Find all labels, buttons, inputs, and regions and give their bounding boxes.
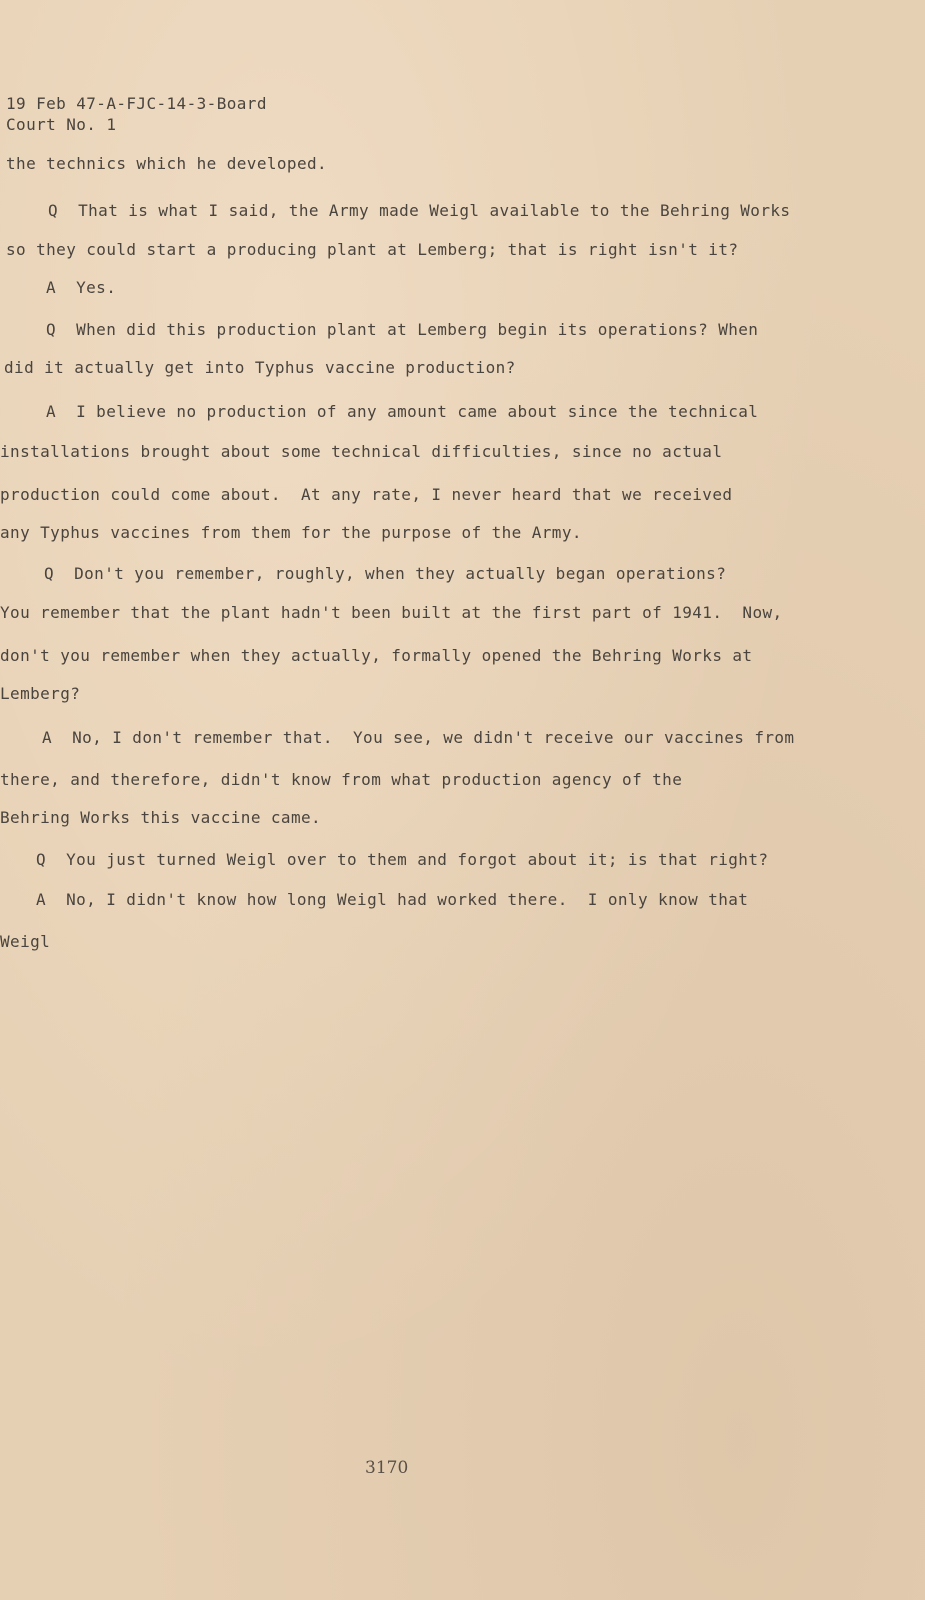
text-line: did it actually get into Typhus vaccine production? bbox=[4, 358, 516, 377]
question-line: Q You just turned Weigl over to them and forgot about it; is that right? bbox=[36, 850, 769, 869]
text-line: Behring Works this vaccine came. bbox=[0, 808, 322, 827]
text-line: You remember that the plant hadn't been built at the first part of 1941. Now, bbox=[0, 603, 783, 622]
answer-line: A I believe no production of any amount came about since the technical bbox=[46, 402, 759, 421]
text-line: so they could start a producing plant at Lemberg; that is right isn't it? bbox=[6, 240, 739, 259]
text-line: Lemberg? bbox=[0, 684, 81, 703]
answer-line: A Yes. bbox=[46, 278, 117, 297]
text-line: the technics which he developed. bbox=[6, 154, 328, 173]
text-line: any Typhus vaccines from them for the purpose of the Army. bbox=[0, 523, 582, 542]
header-court-line: Court No. 1 bbox=[6, 115, 117, 134]
question-line: Q Don't you remember, roughly, when they actually began operations? bbox=[44, 564, 727, 583]
text-line: don't you remember when they actually, formally opened the Behring Works at bbox=[0, 646, 753, 665]
text-line: production could come about. At any rate, I never heard that we received bbox=[0, 485, 733, 504]
header-date-line: 19 Feb 47-A-FJC-14-3-Board bbox=[6, 94, 267, 113]
question-line: Q When did this production plant at Lemberg begin its operations? When bbox=[46, 320, 759, 339]
page-number: 3170 bbox=[365, 1458, 409, 1478]
text-line: there, and therefore, didn't know from what production agency of the bbox=[0, 770, 683, 789]
question-line: Q That is what I said, the Army made Weigl available to the Behring Works bbox=[48, 201, 791, 220]
answer-line: A No, I don't remember that. You see, we didn't receive our vaccines from bbox=[42, 728, 795, 747]
text-line: Weigl bbox=[0, 932, 51, 951]
answer-line: A No, I didn't know how long Weigl had worked there. I only know that bbox=[36, 890, 749, 909]
text-line: installations brought about some technical difficulties, since no actual bbox=[0, 442, 723, 461]
